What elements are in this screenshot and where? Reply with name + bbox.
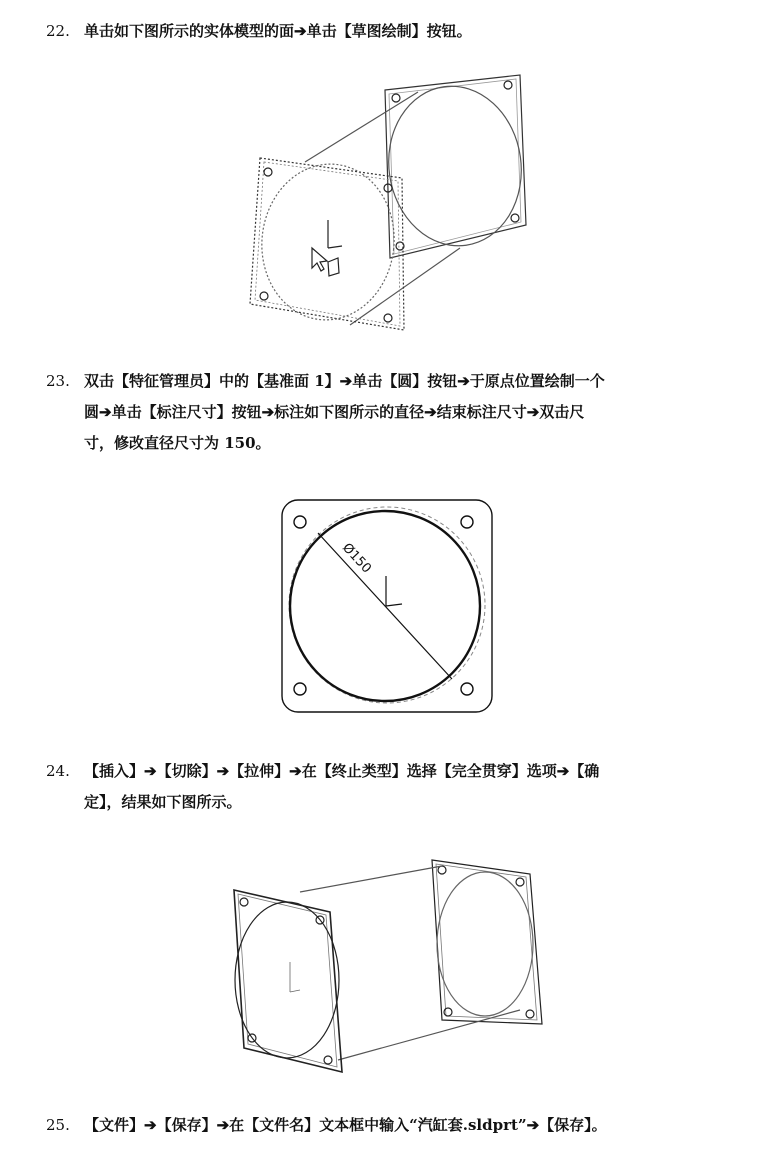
step-text-line: 单击如下图所示的实体模型的面➔单击【草图绘制】按钮。 <box>84 22 472 40</box>
step-25 <box>46 1110 758 1141</box>
step-22 <box>46 16 758 47</box>
diameter-label: Ø150 <box>339 540 374 577</box>
step-text-line: 双击【特征管理员】中的【基准面 1】➔单击【圆】按钮➔于原点位置绘制一个 <box>84 372 605 390</box>
step-text-line: 圆➔单击【标注尺寸】按钮➔标注如下图所示的直径➔结束标注尺寸➔双击尺 <box>84 403 585 421</box>
figure-cylinder-face-select <box>230 70 550 350</box>
step-text-line: 定】，结果如下图所示。 <box>84 793 242 811</box>
figure-cylinder-result <box>220 852 560 1080</box>
step-number: 22. <box>46 22 70 40</box>
figure-circle-dimension <box>280 498 500 720</box>
step-number: 25. <box>46 1116 70 1134</box>
step-text-line: 【插入】➔【切除】➔【拉伸】➔在【终止类型】选择【完全贯穿】选项➔【确 <box>84 762 600 780</box>
step-text-line: 寸，修改直径尺寸为 150。 <box>84 434 271 452</box>
step-23 <box>46 366 758 459</box>
step-24 <box>46 756 758 818</box>
step-number: 23. <box>46 372 70 390</box>
step-number: 24. <box>46 762 70 780</box>
step-text-line: 【文件】➔【保存】➔在【文件名】文本框中输入“汽缸套.sldprt”➔【保存】。 <box>84 1116 607 1134</box>
